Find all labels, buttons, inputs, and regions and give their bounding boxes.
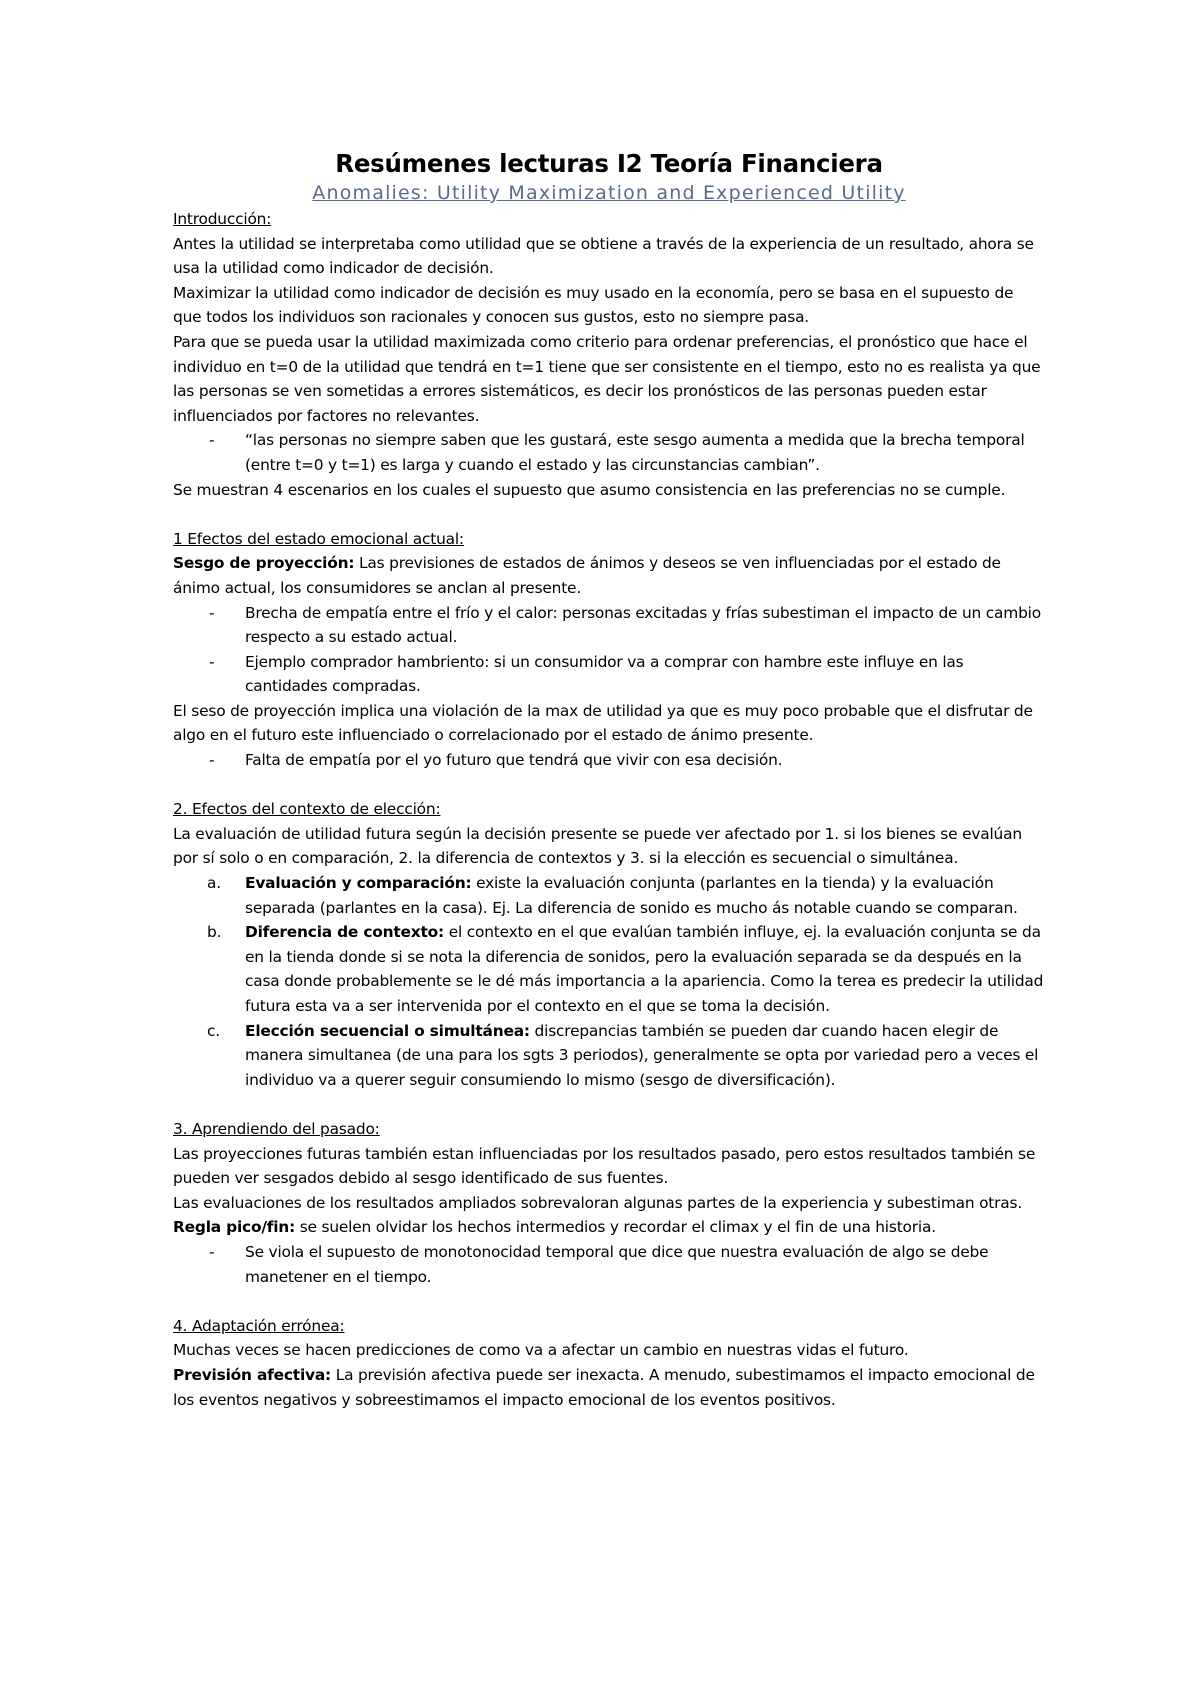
- term-text: La previsión afectiva puede ser inexacta. A menudo, subestimamos el impacto emocional de los eventos negativos y sobreestimamos el impacto emocional de los eventos positivos.: [173, 1365, 1035, 1409]
- document-subtitle: Anomalies: Utility Maximization and Experienced Utility: [312, 182, 906, 204]
- term-text: el contexto en el que evalúan también influye, ej. la evaluación conjunta se da en la tienda donde si se nota la diferencia de sonidos, pero la evaluación separada se da después en la casa donde probablemente se le dé más importancia a la apariencia. Como la terea es predecir la utilidad futura esta va a ser intervenida por el contexto en el que se toma la decisión.: [245, 923, 1044, 1015]
- section-1-bullet-1: [173, 601, 1045, 650]
- term-label: Previsión afectiva:: [173, 1365, 331, 1384]
- spacer: [173, 502, 1045, 527]
- section-3-paragraph-3: [173, 1215, 1045, 1240]
- section-2-item-a: [173, 871, 1045, 920]
- list-marker: a.: [207, 874, 221, 893]
- bullet-text: Ejemplo comprador hambriento: si un consumidor va a comprar con hambre este influye en las cantidades compradas.: [245, 652, 964, 696]
- section-1-bullet-3: [173, 748, 1045, 773]
- section-1-paragraph-2: El seso de proyección implica una violación de la max de utilidad ya que es muy poco probable que el disfrutar de algo en el futuro este influenciado o correlacionado por el estado de ánimo presente.: [173, 701, 1033, 745]
- section-4-heading: 4. Adaptación errónea:: [173, 1316, 345, 1335]
- section-2-item-b: [173, 920, 1045, 1018]
- section-4-paragraph-1: Muchas veces se hacen predicciones de como va a afectar un cambio en nuestras vidas el futuro.: [173, 1341, 909, 1360]
- term-label: Sesgo de proyección:: [173, 554, 355, 573]
- bullet-text: Se viola el supuesto de monotonocidad temporal que dice que nuestra evaluación de algo se debe manetener en el tiempo.: [245, 1242, 989, 1286]
- bullet-marker: -: [209, 603, 215, 622]
- section-3-paragraph-1: Las proyecciones futuras también estan influenciadas por los resultados pasado, pero estos resultados también se pueden ver sesgados debido al sesgo identificado de sus fuentes.: [173, 1144, 1036, 1188]
- document-page: [173, 148, 1045, 1412]
- section-4-paragraph-2: [173, 1363, 1045, 1412]
- bullet-marker: -: [209, 431, 215, 450]
- term-label: Elección secuencial o simultánea:: [245, 1021, 530, 1040]
- term-label: Regla pico/fin:: [173, 1218, 296, 1237]
- term-text: existe la evaluación conjunta (parlantes en la tienda) y la evaluación separada (parlantes en la casa). Ej. La diferencia de sonido es mucho ás notable cuando se comparan.: [245, 874, 1018, 917]
- intro-paragraph-3: Para que se pueda usar la utilidad maximizada como criterio para ordenar preferencias, el pronóstico que hace el individuo en t=0 de la utilidad que tendrá en t=1 tiene que ser consistente en el tiempo, esto no es realista ya que las personas se ven sometidas a errores sistemáticos, es decir los pronósticos de las personas pueden estar influenciados por factores no relevantes.: [173, 332, 1041, 425]
- bullet-text: Falta de empatía por el yo futuro que tendrá que vivir con esa decisión.: [245, 751, 783, 770]
- intro-paragraph-4: Se muestran 4 escenarios en los cuales el supuesto que asumo consistencia en las preferencias no se cumple.: [173, 480, 1006, 499]
- section-2-heading: 2. Efectos del contexto de elección:: [173, 800, 441, 819]
- list-marker: b.: [207, 923, 222, 942]
- section-2-paragraph-1: La evaluación de utilidad futura según la decisión presente se puede ver afectado por 1. si los bienes se evalúan por sí solo o en comparación, 2. la diferencia de contextos y 3. si la elección es secuencial o simultánea.: [173, 824, 1022, 868]
- section-1-bullet-2: [173, 650, 1045, 699]
- term-text: discrepancias también se pueden dar cuando hacen elegir de manera simultanea (de una para los sgts 3 periodos), generalmente se opta por variedad pero a veces el individuo va a querer seguir consumiendo lo mismo (sesgo de diversificación).: [245, 1021, 1039, 1089]
- spacer: [173, 1092, 1045, 1117]
- term-text: Las previsiones de estados de ánimos y deseos se ven influenciadas por el estado de ánimo actual, los consumidores se anclan al presente.: [173, 554, 1001, 597]
- document-title: Resúmenes lecturas I2 Teoría Financiera: [335, 149, 883, 178]
- intro-bullet-1: [173, 428, 1045, 477]
- intro-heading: Introducción:: [173, 210, 272, 228]
- term-label: Evaluación y comparación:: [245, 874, 472, 893]
- intro-paragraph-2: Maximizar la utilidad como indicador de decisión es muy usado en la economía, pero se basa en el supuesto de que todos los individuos son racionales y conocen sus gustos, esto no siempre pasa.: [173, 283, 1014, 327]
- bullet-text: “las personas no siempre saben que les gustará, este sesgo aumenta a medida que la brecha temporal (entre t=0 y t=1) es larga y cuando el estado y las circunstancias cambian”.: [245, 431, 1025, 474]
- bullet-marker: -: [209, 652, 215, 671]
- term-text: se suelen olvidar los hechos intermedios y recordar el climax y el fin de una historia.: [295, 1218, 936, 1237]
- section-2-item-c: [173, 1019, 1045, 1093]
- bullet-marker: -: [209, 1242, 215, 1261]
- bullet-text: Brecha de empatía entre el frío y el calor: personas excitadas y frías subestiman el impacto de un cambio respecto a su estado actual.: [245, 603, 1041, 647]
- spacer: [173, 773, 1045, 798]
- intro-paragraph-1: Antes la utilidad se interpretaba como utilidad que se obtiene a través de la experiencia de un resultado, ahora se usa la utilidad como indicador de decisión.: [173, 234, 1034, 278]
- section-3-bullet-1: [173, 1240, 1045, 1289]
- section-1-paragraph-1: [173, 551, 1045, 600]
- section-3-heading: 3. Aprendiendo del pasado:: [173, 1119, 380, 1138]
- list-marker: c.: [207, 1021, 220, 1040]
- spacer: [173, 1289, 1045, 1314]
- section-1-heading: 1 Efectos del estado emocional actual:: [173, 529, 464, 548]
- term-label: Diferencia de contexto:: [245, 923, 444, 942]
- section-3-paragraph-2: Las evaluaciones de los resultados ampliados sobrevaloran algunas partes de la experiencia y subestiman otras.: [173, 1193, 1023, 1212]
- bullet-marker: -: [209, 751, 215, 770]
